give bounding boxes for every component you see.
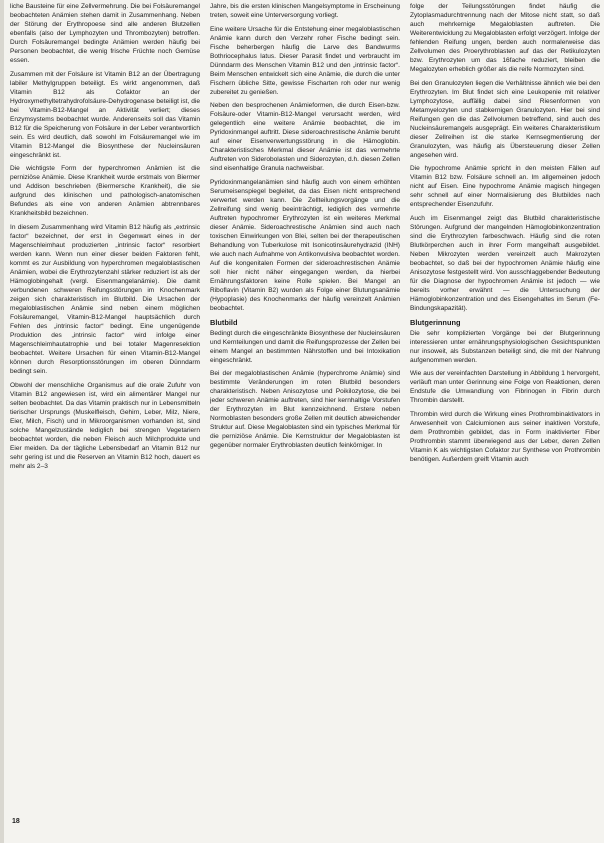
page-number: 18 xyxy=(12,818,20,825)
paragraph: liche Bausteine für eine Zellvermehrung. Die bei Folsäuremangel beobachteten Anämien stehen damit in Zusammenhang. Neben der Störung der Erythropoese sind alle anderen Blutzellen ebenfalls (also der Lymphozyten und Thrombozyten) betroffen. Durch Folsäuremangel bedingte Anämien werden häufig bei Personen beobachtet, die wenig frische Früchte noch Gemüse essen. xyxy=(10,3,200,65)
paragraph: Thrombin wird durch die Wirkung eines Prothrombinaktivators in Anwesenheit von Calciumionen aus seiner inaktiven Vorstufe, dem Prothrombin gebildet, das in Form inaktivierter Fiber Prothrombin stammt überwiegend aus der Leber, deren Zellen Vitamin K als wichtigsten Cofaktor zur Synthese von Prothrombin benötigen. Außerdem greift Vitamin auch xyxy=(410,410,600,463)
paragraph: folge der Teilungsstörungen findet häufig die Zytoplasmadurchtrennung nach der Mitose nicht statt, so daß auch mehrkernige Megaloblasten auftreten. Die Weiterentwicklung zu Megaloblasten erfolgt verzögert. Infolge der fehlenden Reifung ungen, berden auch normalerweise das Zellvolumen des Proerythroblasten auf das der Retikulozyten bzw. Erythrozyten um das 16fache reduziert, bleiben die Megalozyten erheblich größer als die reife Normozyten sind. xyxy=(410,3,600,74)
text-column-3 xyxy=(410,2,600,830)
page-gutter xyxy=(0,0,4,843)
paragraph: Zusammen mit der Folsäure ist Vitamin B12 an der Übertragung labiler Methylgruppen beteiligt. Es wirkt angenommen, daß Vitamin B12 als Cofaktor an der Hydroxymethyltetrahydrofolsäure-Dehydrogenase beteiligt ist, die bei Vitamin-B12-Mangel an Aktivität verliert; dieses Enzymsystems beobachtet wurde. Anderenseits soll das Vitamin B12 für die Speicherung von Folsäure in der Leber verantwortlich sein. Es wird deutlich, daß sowohl im Folsäuremangel wie im Vitamin B12-Mangel die Biosynthese der Nucleinsäuren eingeschränkt ist. xyxy=(10,70,200,159)
paragraph: Bei den Granulozyten liegen die Verhältnisse ähnlich wie bei den Erythrozyten. Im Blut findet sich eine Leukopenie mit relativer Lymphozytose, auffällig dabei sind Riesenformen von Metamyelozyten und stabkernigen Granulozyten. Hier bei sind Reifungen gen die das Zellvolumen betreffend, sind auch des Nucleinsäuremangels ausgeprägt. Ein weiteres Charakteristikum dieser Zellreihen ist die starke Kernsegmentierung der Granulozyten, was häufig als Übersteuerung dieser Zellen angesehen wird. xyxy=(410,79,600,159)
paragraph: Neben den besprochenen Anämieformen, die durch Eisen-bzw. Folsäure-oder Vitamin-B12-Mangel verursacht werden, wird gelegentlich eine weitere Anämie beobachtet, die im Pyridoxinmangel auftritt. Diese sideroachrestische Anämie beruht auf einer Eisenverwertungsstörung in die Hämoglobin. Charakteristisches Merkmal dieser Anämie ist das vermehrte Auftreten von Siderobolasten und Siderozyten, d.h. diesen Zellen sind eisenhaltige Granula nachweisbar. xyxy=(210,102,400,173)
paragraph: Bedingt durch die eingeschränkte Biosynthese der Nucleinsäuren und Kernteilungen und damit die Reifungsprozesse der Zellen bei einem Mangel an bestimmten Nährstoffen und bei Intoxikation eingeschränkt. xyxy=(210,329,400,364)
section-heading-blutgerinnung: Blutgerinnung xyxy=(410,317,461,327)
paragraph: Jahre, bis die ersten klinischen Mangelsymptome in Erscheinung treten, soweit eine Unterversorgung vorliegt. xyxy=(210,3,400,20)
paragraph: Eine weitere Ursache für die Entstehung einer megaloblastischen Anämie kann durch den Verzehr roher Fische bedingt sein. Fische beherbergen häufig die Larve des Bandwurms Bothriocephalus latus. Dieser Parasit findet und verbraucht im Dünndarm des Menschen Vitamin B12 und den „intrinsic factor“. Beim Menschen entwickelt sich eine Anämie, die durch die unter Fischern übliche Sitte, gewisse Fischarten roh oder nur wenig zubereitet zu genießen. xyxy=(210,25,400,96)
paragraph: Die wichtigste Form der hyperchromen Anämien ist die perniziöse Anämie. Diese Krankheit wurde erstmals von Biermer und Addison beschrieben (Biermersche Krankheit), die sie aufgrund des klinischen und pathologisch-anatomischen Befundes als eine von anderen Anämien abtrennbares Krankheitsbild bezeichnen. xyxy=(10,165,200,218)
text-column-1 xyxy=(10,2,200,830)
paragraph: Die sehr komplizierten Vorgänge bei der Blutgerinnung interessieren unter ernährungsphysiologischen Gesichtspunkten nur insoweit, als Substanzen beteiligt sind, die mit der Nahrung aufgenommen werden. xyxy=(410,329,600,364)
paragraph: Auch im Eisenmangel zeigt das Blutbild charakteristische Störungen. Aufgrund der mangelnden Hämoglobinkonzentration sind die Erythrozyten farbeschwach. Häufig sind die roten Blutkörperchen auch in ihrer Form mangelhaft ausgebildet. Neben Mikrozyten werden vereinzelt auch Makrozyten beobachtet, so daß bei der hypochromen Anämie häufig eine Anisozytose festgestellt wird. Von ausschlaggebender Bedeutung für die Diagnose der hypochromen Anämie ist jedoch — wie bereits vorher erwähnt — die Untersuchung der Hämoglobinkonzentration und des Eisengehaltes im Serum (Fe-Bindungskapazität). xyxy=(410,214,600,312)
paragraph: Obwohl der menschliche Organismus auf die orale Zufuhr von Vitamin B12 angewiesen ist, wird ein alimentärer Mangel nur selten beobachtet. Da das Vitamin praktisch nur in Lebensmitteln tierischer Ursprungs (Muskelfleisch, Gehirn, Leber, Milz, Niere, Eier, Milch, Fisch) und in Mikroorganismen vorhanden ist, sind solche Mangelzustände lediglich bei strengen Vegetariern beobachtet worden, die neben Fleisch auch Milchprodukte und Eier meiden. Da der tägliche Lebensbedarf an Vitamin B12 nur sehr gering ist und die Reserven an Vitamin B12 hoch, dauert es mehr als 2–3 xyxy=(10,381,200,470)
paragraph: Wie aus der vereinfachten Darstellung in Abbildung 1 hervorgeht, verläuft man unter Gerinnung eine Folge von Reaktionen, deren Endstufe die Umwandlung von Fibrinogen in Fibrin durch Thrombin darstellt. xyxy=(410,370,600,405)
paragraph: In diesem Zusammenhang wird Vitamin B12 häufig als „extrinsic factor“ bezeichnet, der erst in Gegenwart eines in der Magenschleimhaut produzierten „intrinsic factor“ resorbiert werden kann. Wenn nun einer dieser beiden Faktoren fehlt, kommt es zur Ausbildung von hyperchromen megaloblastischen Anämien, wobei die Erythrozytenzahl stärker reduziert ist als der Hämoglobingehalt (vergl. Eisenmangelanämie). Die damit verbundenen schweren Reifungsstörungen im Knochenmark zeigen sich charakteristisch im Blutbild. Die Ursachen der megaloblastischen Anämie sind neben einem möglichen Folsäuremangel, Vitamin-B12-Mangel hauptsächlich durch Fehlen des „intrinsic factor“ bedingt. Eine ungenügende Produktion des „intrinsic factor“ wird infolge einer Magenschleimhautatrophie und bei totaler Magenresektion beobachtet. Weitere Ursachen für einen Vitamin-B12-Mangel können durch Resorptionsstörungen im oberen Dünndarm bedingt sein. xyxy=(10,223,200,376)
paragraph: Pyridoxinmangelanämien sind häufig auch von einem erhöhten Serumeisenspiegel begleitet, da das Eisen nicht entsprechend verwertet werden kann. Die Zellteilungsvorgänge und die Zellreifung sind wenig beeinträchtigt, lediglich des vermehrte Auftreten hypochromer Erythrozyten ist ein weiteres Merkmal dieser Anämie. Sideroachrestische Anämien sind auch nach toxischen Einwirkungen von Blei, selten bei der therapeutischen Behandlung von Tuberkulose mit Isonicotinsäurehydrazid (INH) wie auch nach Aufnahme von Antikonvulsiva beobachtet worden. Auf die kongenitalen Formen der sideroachrestischen Anämie soll hier nicht näher eingegangen werden, da hierbei Ernährungsfaktoren keine Rolle spielen. Bei Mangel an Riboflavin (Vitamin B2) wurden als Folge einer Blutungsanämie (Hypoplasie) des Knochenmarks der häufig vereinzelt Anämien beobachtet. xyxy=(210,178,400,312)
section-heading-blutbild: Blutbild xyxy=(210,317,238,327)
text-column-2 xyxy=(210,2,400,830)
paragraph: Bei der megaloblastischen Anämie (hyperchrome Anämie) sind bestimmte Veränderungen im roten Blutbild besonders charakteristisch. Neben Anisozytose und Poikilozytose, die bei jeder schweren Anämie auftreten, sind hier kernhaltige Vorstufen der Erythrozyten im Blut kennzeichnend. Erstere neben Normoblasten besonders große Zellen mit deutlich abweichender Struktur auf. Diese Megaloblasten sind ein typisches Merkmal für die perniziöse Anämie. Die Kernstruktur der Megaloblasten ist gegenüber normaler Erythroblasten deutlich feinkörniger. In xyxy=(210,370,400,450)
document-page xyxy=(10,2,600,830)
paragraph: Die hypochrome Anämie spricht in den meisten Fällen auf Vitamin B12 bzw. Folsäure schnell an. Im allgemeinen jedoch nicht auf Eisen. Eine hypochrome Anämie magisch hingegen sehr schnell auf einer Normalisierung des Blutbildes nach entsprechender Eisenzufuhr. xyxy=(410,165,600,209)
